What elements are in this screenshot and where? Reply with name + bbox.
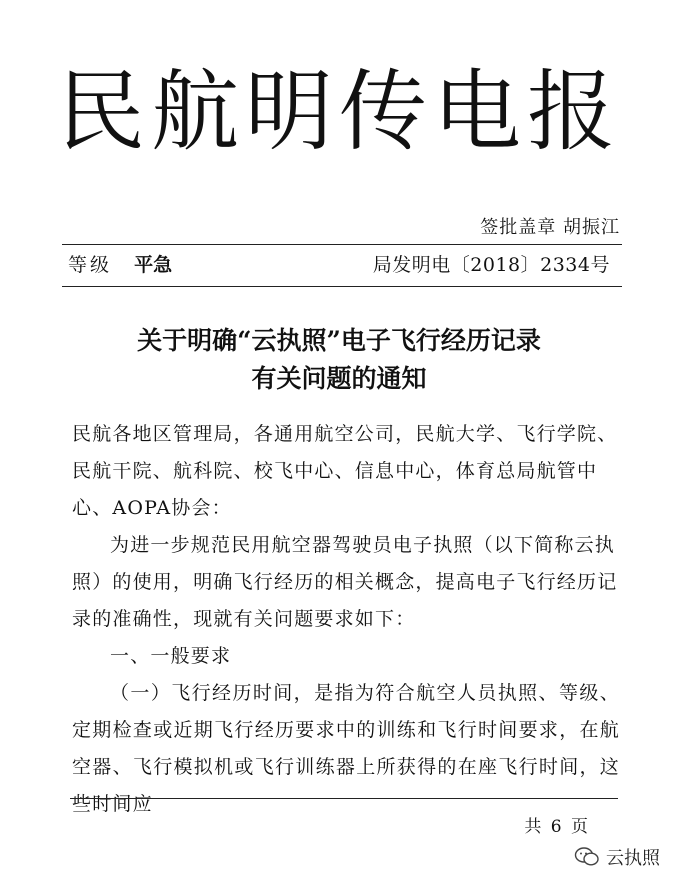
signer-line: 签批盖章 胡振江 [480, 217, 620, 238]
bottom-divider [62, 286, 622, 287]
grade-row [68, 252, 616, 278]
footer-divider [70, 798, 618, 799]
watermark [574, 844, 660, 870]
page-count: 共 6 页 [524, 817, 590, 837]
grade-value: 平急 [134, 254, 173, 276]
document-title [0, 322, 678, 398]
watermark-text: 云执照 [606, 848, 660, 869]
document-title-line2: 有关问题的通知 [251, 364, 427, 393]
section-heading: 一、一般要求 [110, 645, 232, 667]
wechat-icon [574, 846, 600, 868]
intro-paragraph: 为进一步规范民用航空器驾驶员电子执照（以下简称云执照）的使用，明确飞行经历的相关概念，提高电子飞行经历记录的准确性，现就有关问题要求如下： [72, 534, 618, 630]
top-divider [62, 244, 622, 245]
document-body [72, 416, 620, 823]
item-paragraph: （一）飞行经历时间，是指为符合航空人员执照、等级、定期检查或近期飞行经历要求中的训练和飞行时间要求，在航空器、飞行模拟机或飞行训练器上所获得的在座飞行时间，这些时间应 [72, 682, 620, 815]
grade-label: 等级 [68, 254, 113, 276]
recipients: 民航各地区管理局，各通用航空公司，民航大学、飞行学院、民航干院、航科院、校飞中心、信息中心，体育总局航管中心、AOPA协会： [72, 423, 618, 519]
document-number: 局发明电〔2018〕2334号 [372, 254, 610, 276]
telegram-title: 民航明传电报 [56, 60, 621, 163]
document-title-line1: 关于明确“云执照”电子飞行经历记录 [137, 326, 541, 355]
